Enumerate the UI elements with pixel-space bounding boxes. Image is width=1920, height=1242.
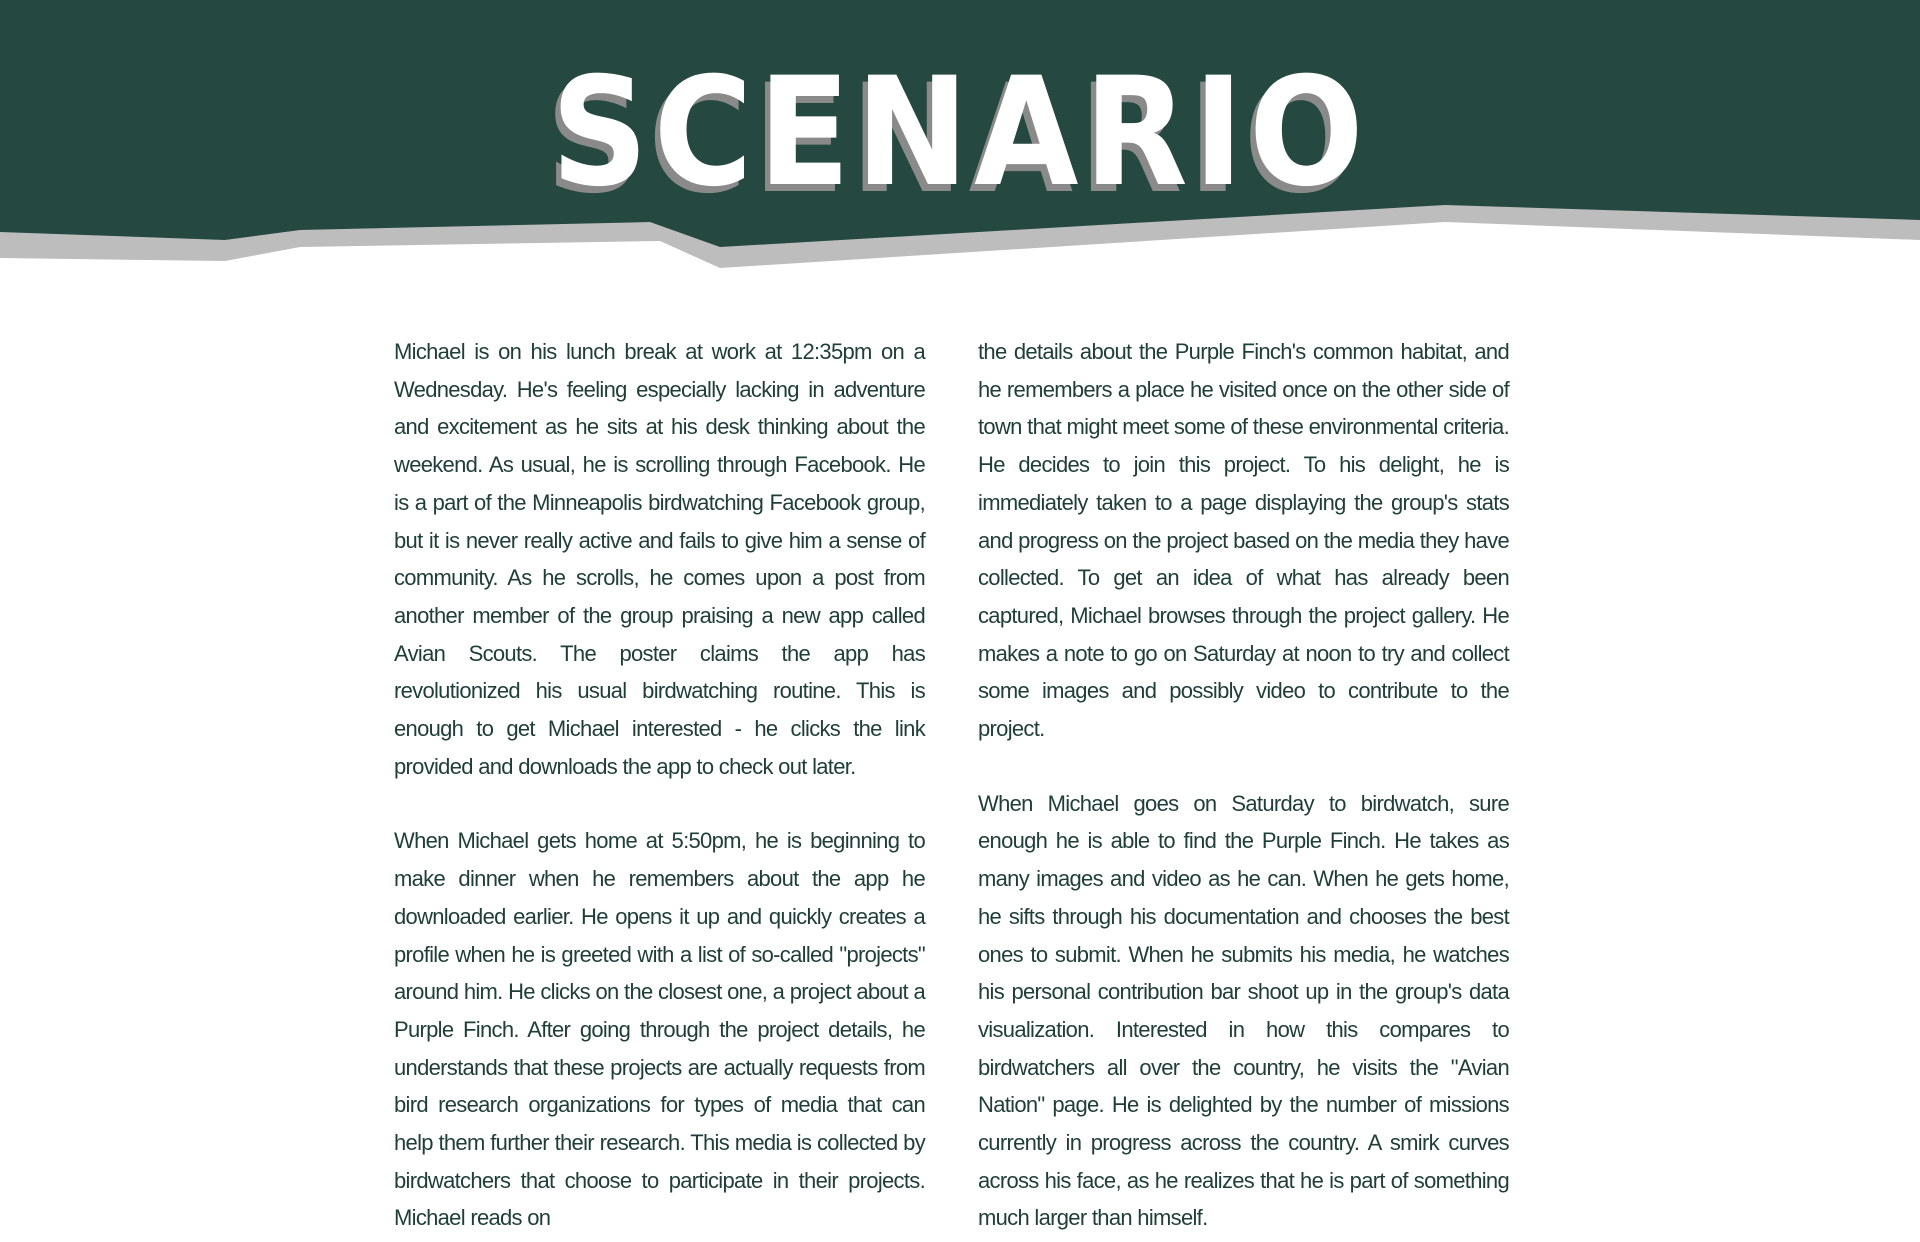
paragraph: the details about the Purple Finch's common habitat, and he remembers a place he visited once on the other side of town that might meet some of these environmental criteria. He decides to join this project. To his delight, he is immediately taken to a page displaying the group's stats and progress on the project based on the media they have collected. To get an idea of what has already been captured, Michael browses through the project gallery. He makes a note to go on Saturday at noon to try and collect some images and possibly video to contribute to the project.: [978, 339, 1509, 742]
right-column: [978, 333, 1509, 1242]
left-column: [394, 333, 925, 1242]
paragraph: Michael is on his lunch break at work at 12:35pm on a Wednesday. He's feeling especially lacking in adventure and excitement as he sits at his desk thinking about the weekend. As usual, he is scrolling through Facebook. He is a part of the Minneapolis birdwatching Facebook group, but it is never really active and fails to give him a sense of community. As he scrolls, he comes upon a post from another member of the group praising a new app called Avian Scouts. The poster claims the app has revolutionized his usual birdwatching routine. This is enough to get Michael interested - he clicks the link provided and downloads the app to check out later.: [394, 339, 925, 779]
scenario-body: [394, 333, 1509, 1242]
paragraph: When Michael goes on Saturday to birdwatch, sure enough he is able to find the Purple Finch. He takes as many images and video as he can. When he gets home, he sifts through his documentation and chooses the best ones to submit. When he submits his media, he watches his personal contribution bar shoot up in the group's data visualization. Interested in how this compares to birdwatchers all over the country, he visits the "Avian Nation" page. He is delighted by the number of missions currently in progress across the country. A smirk curves across his face, as he realizes that he is part of something much larger than himself.: [978, 790, 1509, 1231]
page-title: SCENARIO: [550, 46, 1370, 220]
paragraph: When Michael gets home at 5:50pm, he is beginning to make dinner when he remembers about the app he downloaded earlier. He opens it up and quickly creates a profile when he is greeted with a list of so-called "projects" around him. He clicks on the closest one, a project about a Purple Finch. After going through the project details, he understands that these projects are actually requests from bird research organizations for types of media that can help them further their research. This media is collected by birdwatchers that choose to participate in their projects. Michael reads on: [394, 828, 925, 1231]
